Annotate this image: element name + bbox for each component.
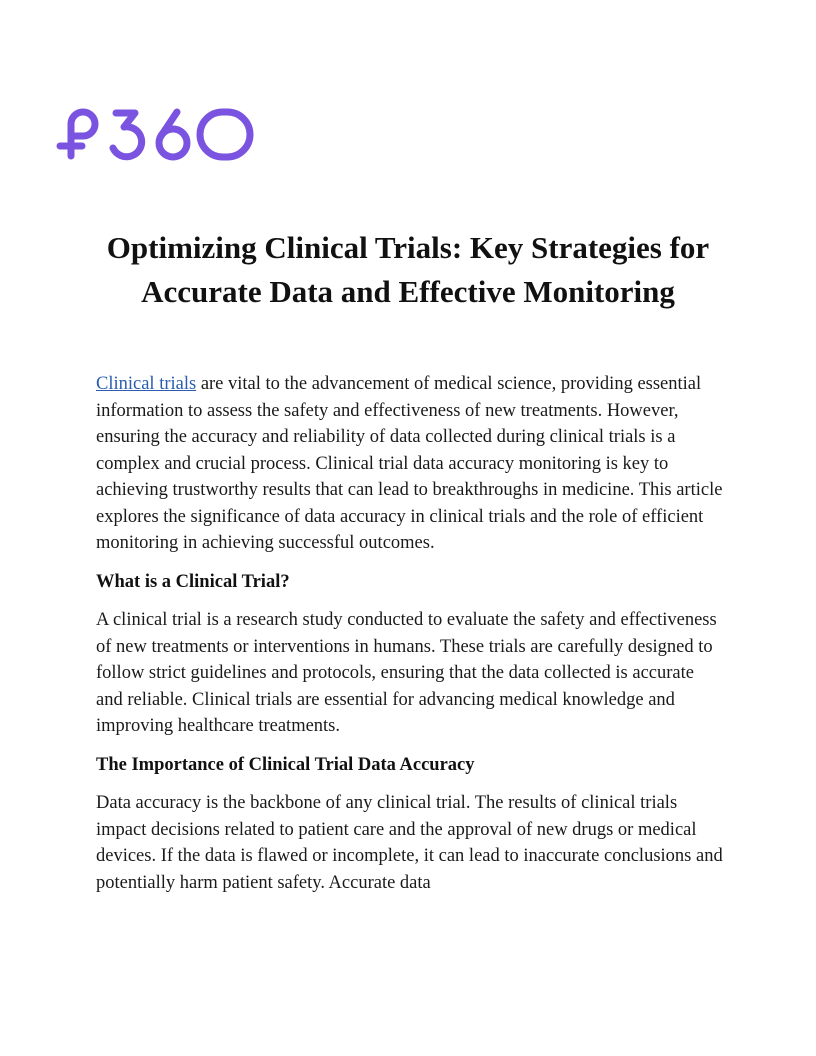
intro-paragraph — [96, 371, 724, 557]
section-paragraph-data-accuracy: Data accuracy is the backbone of any clinical trial. The results of clinical trials impact decisions related to patient care and the approval of new drugs or medical devices. If the data is flawed or incomplete, it can lead to inaccurate conclusions and potentially harm patient safety. Accurate data — [96, 793, 723, 893]
section-heading-data-accuracy: The Importance of Clinical Trial Data Accuracy — [96, 754, 475, 775]
section-paragraph-what-is-clinical-trial: A clinical trial is a research study conducted to evaluate the safety and effectiveness of new treatments or interventions in humans. These trials are carefully designed to follow strict guidelines and protocols, ensuring that the data collected is accurate and reliable. Clinical trials are essential for advancing medical knowledge and improving healthcare treatments. — [96, 610, 717, 736]
p360-logo — [56, 106, 256, 162]
clinical-trials-link[interactable]: Clinical trials — [96, 374, 197, 394]
article-body — [96, 371, 724, 908]
intro-text: are vital to the advancement of medical science, providing essential information to assess the safety and effectiveness of new treatments. However, ensuring the accuracy and reliability of data collected during clinical trials is a complex and crucial process. Clinical trial data accuracy monitoring is key to achieving trustworthy results that can lead to breakthroughs in medicine. This article explores the significance of data accuracy in clinical trials and the role of efficient monitoring in achieving successful outcomes. — [96, 374, 723, 553]
document-title: Optimizing Clinical Trials: Key Strategies for Accurate Data and Effective Monitoring — [106, 230, 710, 309]
section-heading-what-is-clinical-trial: What is a Clinical Trial? — [96, 571, 290, 592]
p360-logo-mark — [56, 106, 256, 162]
